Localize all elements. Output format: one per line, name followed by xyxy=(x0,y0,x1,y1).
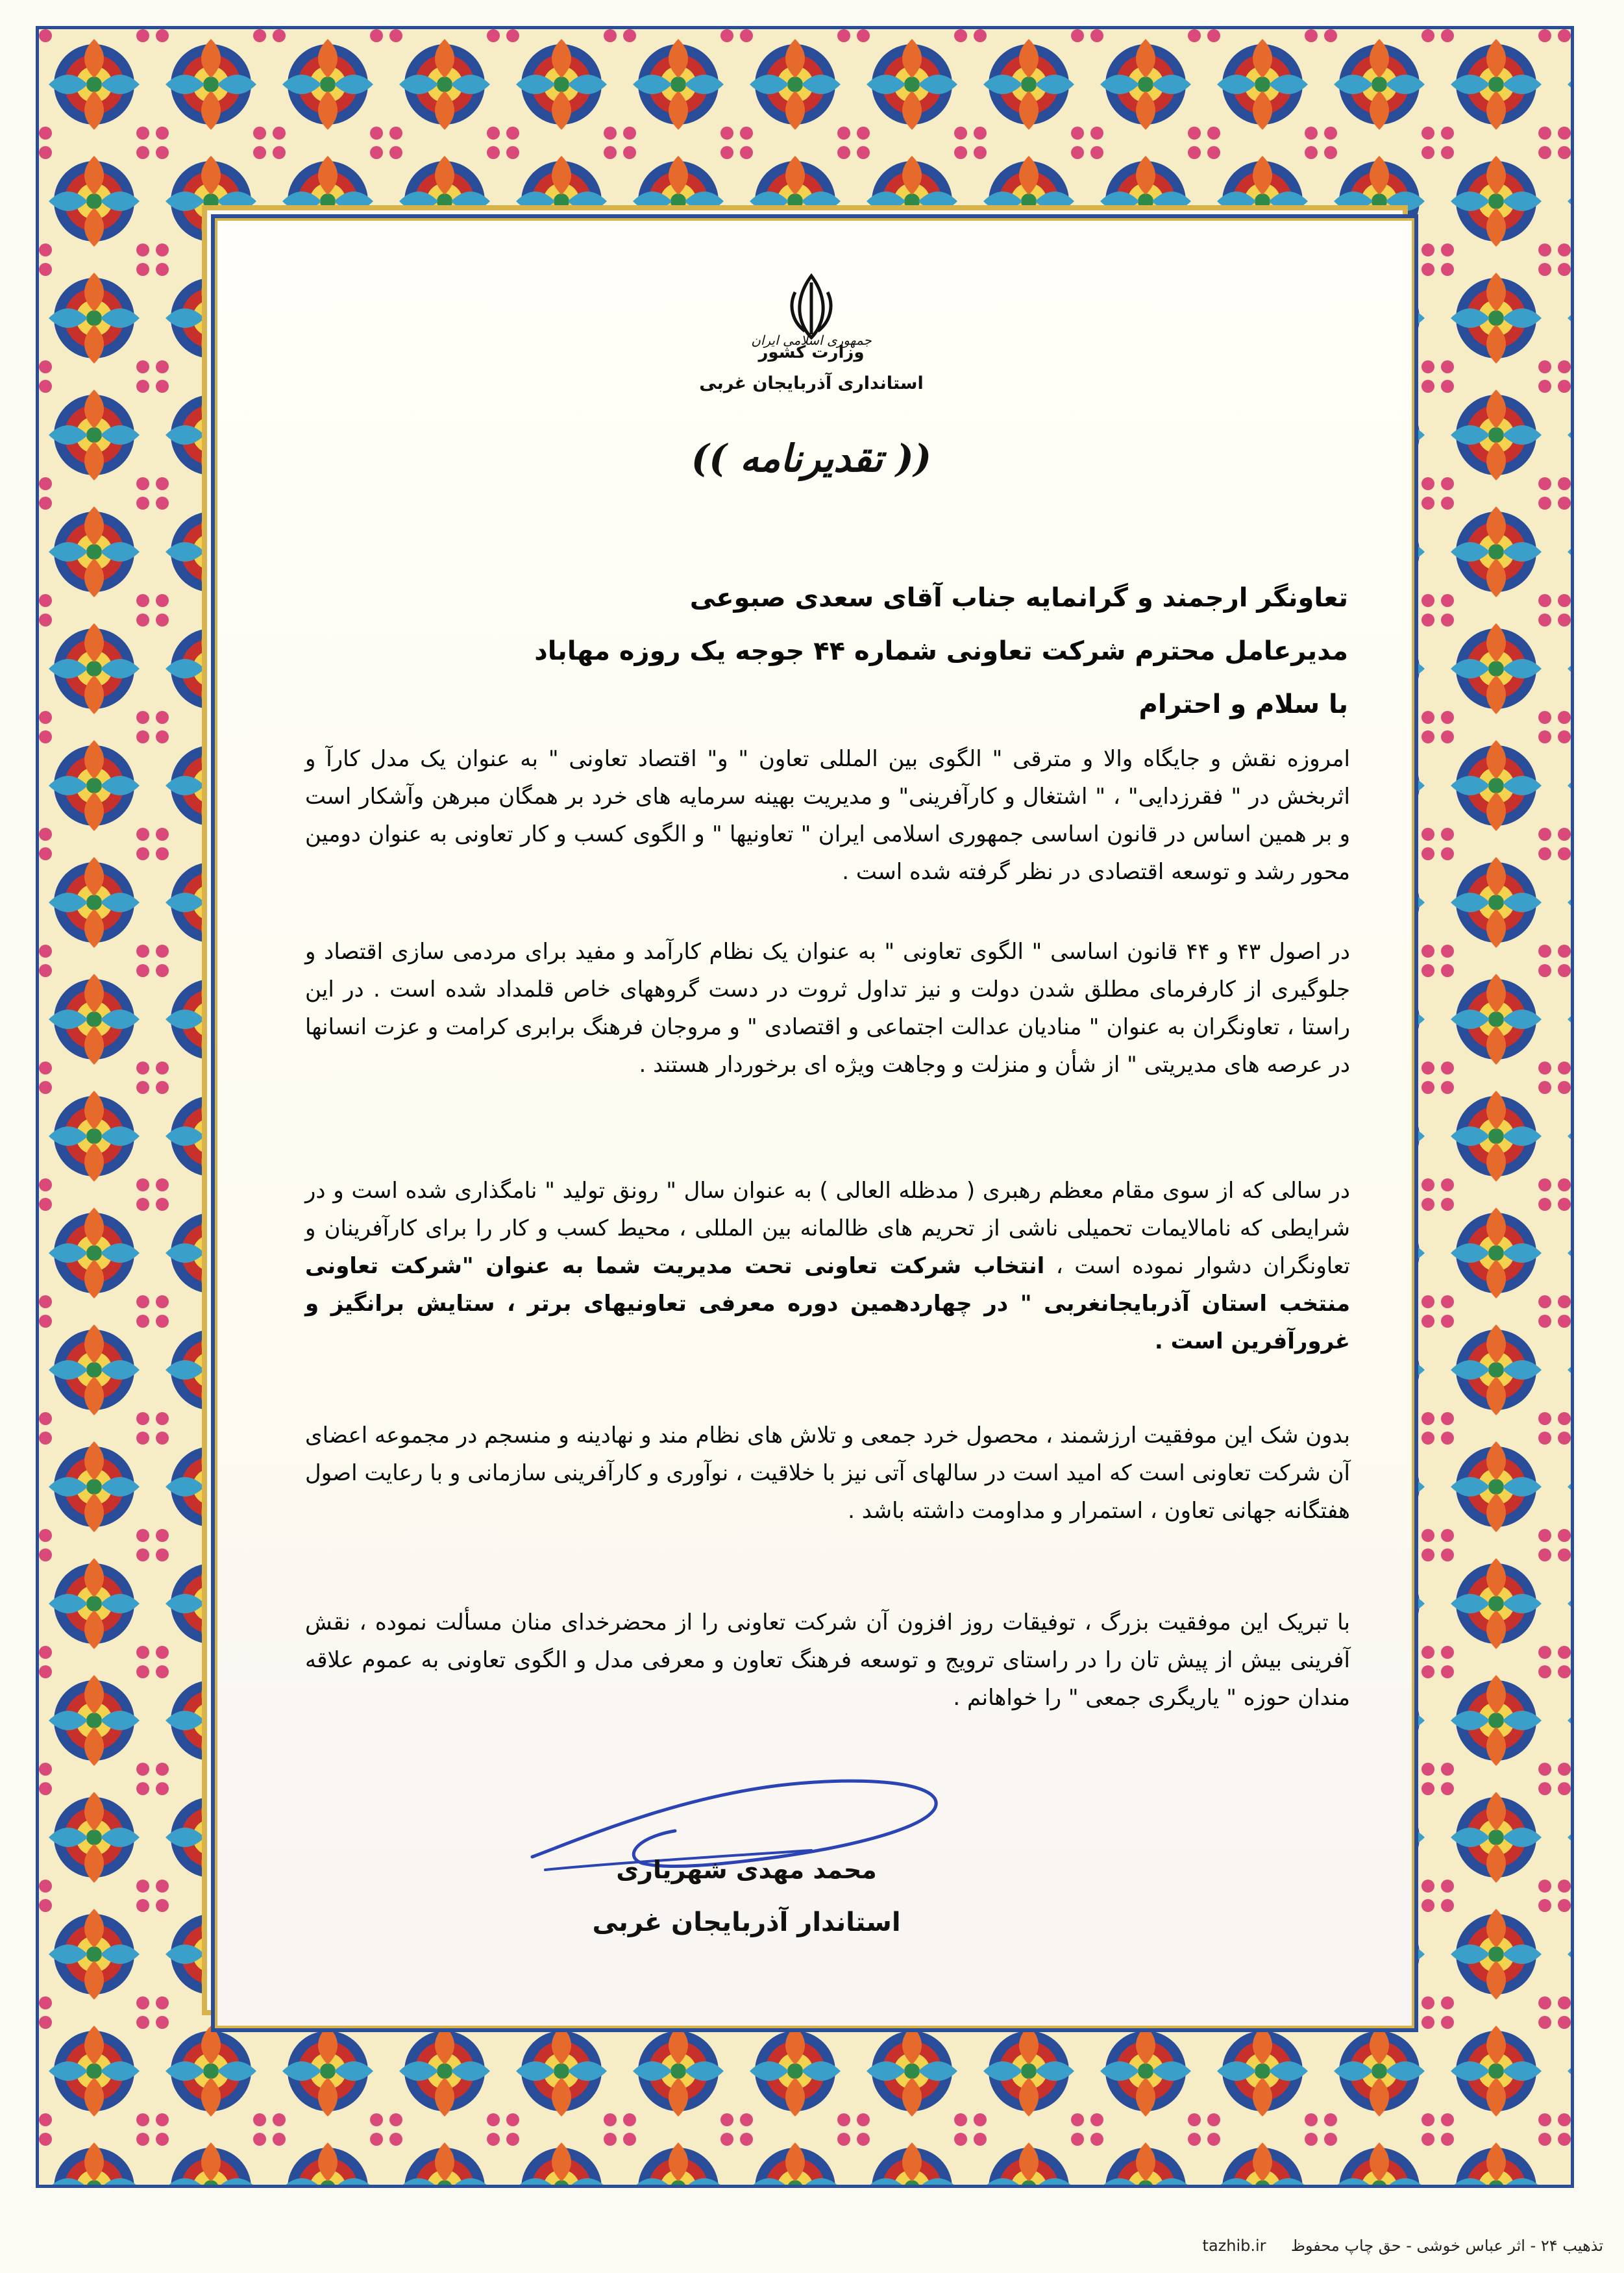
footer-credit-text: تذهیب ۲۴ - اثر عباس خوشی - حق چاپ محفوظ xyxy=(1290,2237,1603,2255)
paragraph-4: بدون شک این موفقیت ارزشمند ، محصول خرد جمعی و تلاش های نظام مند و نهادینه و منسجم در مجموعه اعضای آن شرکت تعاونی است که امید است در سالهای آتی نیز با خلاقیت ، نوآوری و کارآفرینی سازمانی و با رعایت اصول هفتگانه جهانی تعاون ، استمرار و مداومت داشته باشد . xyxy=(305,1422,1350,1524)
paragraph-3-highlight: انتخاب شرکت تعاونی تحت مدیریت شما به عنوان "شرکت تعاونی منتخب استان آذربایجانغربی " در چهاردهمین دوره معرفی تعاونیهای برتر ، ستایش برانگیز و غرورآفرین است . xyxy=(305,1253,1350,1354)
recipient-line-1: تعاونگر ارجمند و گرانمایه جناب آقای سعدی صبوعی xyxy=(689,583,1348,613)
paragraph-5: با تبریک این موفقیت بزرگ ، توفیقات روز افزون آن شرکت تعاونی را از محضرخدای منان مسألت نموده ، نقش آفرینی بیش از پیش تان را در راستای ترویج و توسعه فرهنگ تعاون و معرفی مدل و الگوی تعاونی به عموم علاقه مندان حوزه " یاریگری جمعی " را خواهانم . xyxy=(305,1609,1350,1711)
certificate-title: (( تقدیرنامه )) xyxy=(691,436,932,480)
header-ministry: وزارت کشور xyxy=(758,343,865,362)
handwritten-signature xyxy=(506,1759,961,1915)
signatory-title: استاندار آذربایجان غربی xyxy=(592,1907,901,1937)
recipient-line-2: مدیرعامل محترم شرکت تعاونی شماره ۴۴ جوجه یک روزه مهاباد xyxy=(534,636,1348,666)
footer-site-link[interactable]: tazhib.ir xyxy=(1202,2237,1266,2255)
paragraph-3 xyxy=(305,1172,1350,1360)
paragraph-1: امروزه نقش و جایگاه والا و مترقی " الگوی بین المللی تعاون " و" اقتصاد تعاونی " به عنوان یک مدل کارآ و اثربخش در " فقرزدایی" ، " اشتغال و کارآفرینی" و مدیریت بهینه سرمایه های خرد بر همگان مبرهن وآشکار است و بر همین اساس در قانون اساسی جمهوری اسلامی ایران " تعاونیها " و الگوی کسب و کار تعاونی به عنوان دومین محور رشد و توسعه اقتصادی در نظر گرفته شده است . xyxy=(305,746,1350,885)
greeting: با سلام و احترام xyxy=(1138,689,1348,719)
header-province: استانداری آذربایجان غربی xyxy=(699,373,924,393)
paragraph-3-text: در سالی که از سوی مقام معظم رهبری ( مدظله العالی ) به عنوان سال " رونق تولید " نامگذاری شده است و در شرایطی که نامالایمات تحمیلی ناشی از تحریم های ظالمانه بین المللی ، محیط کسب و کار را برای کارآفرینان و تعاونگران دشوار نموده است ، xyxy=(305,1178,1350,1279)
header-republic: جمهوری اسلامی ایران xyxy=(751,332,872,348)
iran-emblem-icon xyxy=(782,269,841,341)
footer-credit xyxy=(870,2237,1603,2255)
signatory-name: محمد مهدی شهریاری xyxy=(616,1856,877,1884)
recipient-address xyxy=(245,571,1348,678)
paragraph-2: در اصول ۴۳ و ۴۴ قانون اساسی " الگوی تعاونی " به عنوان یک نظام کارآمد و مفید برای مردمی سازی اقتصاد و جلوگیری از کارفرمای مطلق شدن دولت و نیز تداول ثروت در دست گروههای خاص قلمداد شده است . در این راستا ، تعاونگران به عنوان " منادیان عدالت اجتماعی و اقتصادی " و مروجان فرهنگ برابری کرامت و عزت انسانها در عرصه های مدیریتی " از شأن و منزلت و وجاهت ویژه ای برخوردار هستند . xyxy=(305,939,1350,1078)
